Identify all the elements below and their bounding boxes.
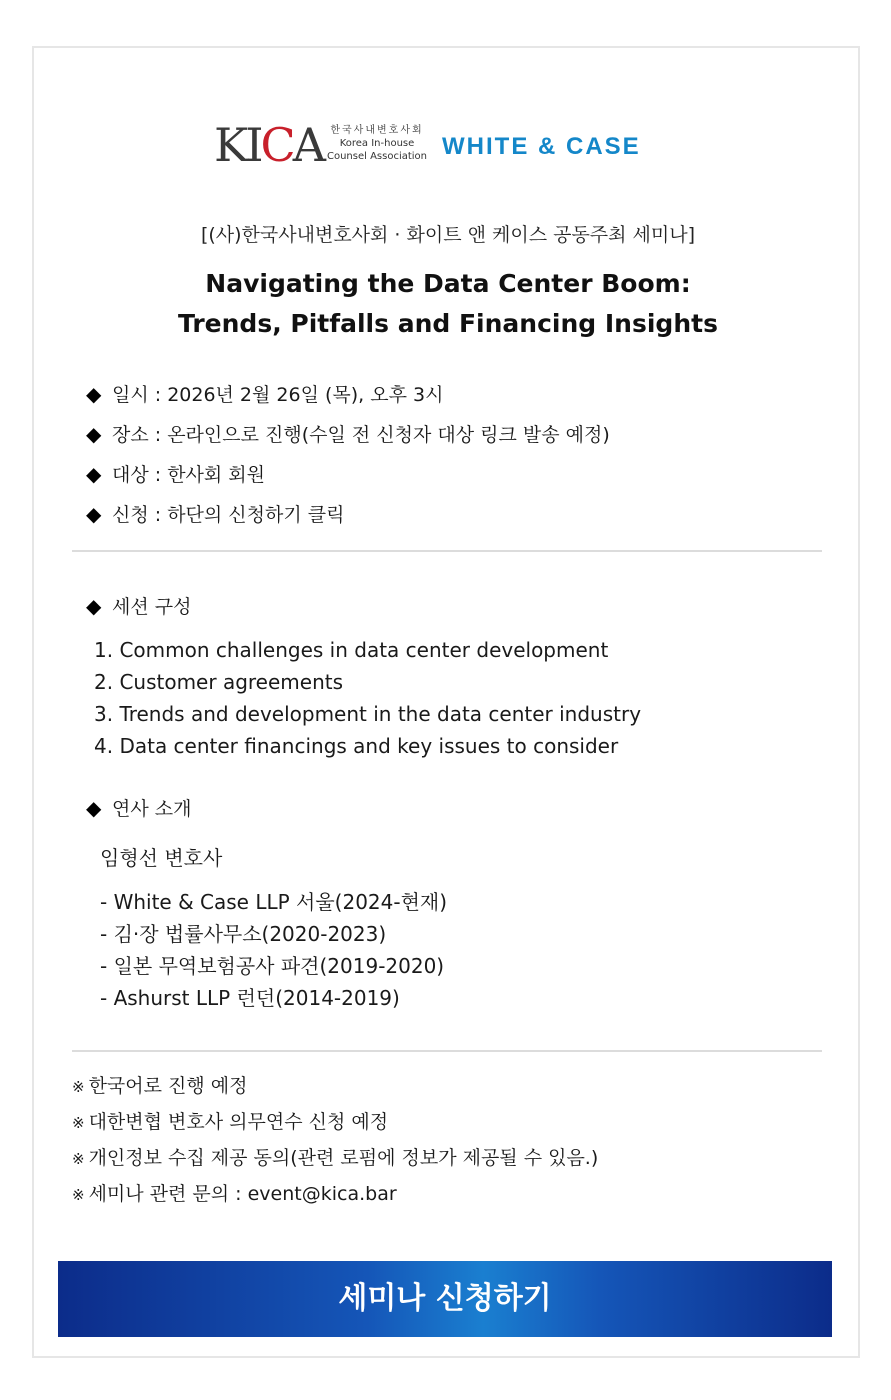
info-registration — [86, 494, 610, 534]
seminar-card — [32, 46, 860, 1358]
session-item: 2. Customer agreements — [94, 670, 344, 694]
info-registration-text: 신청 : 하단의 신청하기 클릭 — [112, 504, 345, 526]
session-item: 3. Trends and development in the data center industry — [94, 702, 642, 726]
kica-korean-name: 한국사내변호사회 — [330, 125, 424, 136]
speaker-heading — [86, 794, 191, 821]
seminar-apply-button[interactable]: 세미나 신청하기 — [58, 1261, 832, 1337]
note-item — [72, 1104, 598, 1140]
kica-english-line2: Counsel Association — [326, 151, 428, 162]
career-item: - Ashurst LLP 런던(2014-2019) — [100, 986, 400, 1010]
title-line-1: Navigating the Data Center Boom: — [205, 269, 691, 298]
reference-mark-icon: ※ — [72, 1114, 85, 1132]
divider — [72, 1050, 822, 1052]
kica-english-line1: Korea In-house — [339, 138, 415, 149]
career-item: - 일본 무역보험공사 파견(2019-2020) — [100, 954, 445, 978]
info-venue-text: 장소 : 온라인으로 진행(수일 전 신청자 대상 링크 발송 예정) — [112, 424, 610, 446]
info-audience — [86, 454, 610, 494]
seminar-subtitle: [(사)한국사내변호사회 · 화이트 앤 케이스 공동주최 세미나] — [200, 224, 696, 246]
kica-logo: KICA — [214, 118, 323, 172]
note-text: 한국어로 진행 예정 — [88, 1075, 248, 1097]
speaker-career-list — [100, 886, 447, 1014]
divider — [72, 550, 822, 552]
diamond-bullet-icon: ◆ — [86, 462, 102, 486]
note-item — [72, 1140, 598, 1176]
note-text: 대한변협 변호사 의무연수 신청 예정 — [88, 1111, 389, 1133]
diamond-bullet-icon: ◆ — [86, 382, 102, 406]
speaker-heading-text: 연사 소개 — [112, 798, 192, 820]
reference-mark-icon: ※ — [72, 1186, 85, 1204]
career-item: - White & Case LLP 서울(2024-현재) — [100, 890, 448, 914]
diamond-bullet-icon: ◆ — [86, 796, 102, 820]
speaker-name: 임형선 변호사 — [100, 846, 223, 870]
session-item: 1. Common challenges in data center development — [94, 638, 609, 662]
kica-logo-text — [322, 124, 432, 163]
session-item: 4. Data center financings and key issues to consider — [94, 734, 619, 758]
note-text: 세미나 관련 문의 : event@kica.bar — [88, 1183, 397, 1205]
diamond-bullet-icon: ◆ — [86, 422, 102, 446]
notes-list — [72, 1068, 598, 1212]
career-item: - 김·장 법률사무소(2020-2023) — [100, 922, 387, 946]
diamond-bullet-icon: ◆ — [86, 594, 102, 618]
info-venue — [86, 414, 610, 454]
note-item — [72, 1068, 598, 1104]
sessions-list — [94, 634, 641, 762]
info-date — [86, 374, 610, 414]
header-logos — [214, 118, 674, 178]
note-item — [72, 1176, 598, 1212]
info-audience-text: 대상 : 한사회 회원 — [112, 464, 265, 486]
info-date-text: 일시 : 2026년 2월 26일 (목), 오후 3시 — [112, 384, 444, 406]
reference-mark-icon: ※ — [72, 1150, 85, 1168]
sessions-heading-text: 세션 구성 — [112, 596, 192, 618]
sessions-heading — [86, 592, 191, 619]
reference-mark-icon: ※ — [72, 1078, 85, 1096]
event-info-list — [86, 374, 610, 534]
note-text: 개인정보 수집 제공 동의(관련 로펌에 정보가 제공될 수 있음.) — [88, 1147, 599, 1169]
seminar-title — [34, 264, 862, 344]
white-case-logo: WHITE & CASE — [442, 133, 641, 160]
diamond-bullet-icon: ◆ — [86, 502, 102, 526]
title-line-2: Trends, Pitfalls and Financing Insights — [178, 309, 718, 338]
